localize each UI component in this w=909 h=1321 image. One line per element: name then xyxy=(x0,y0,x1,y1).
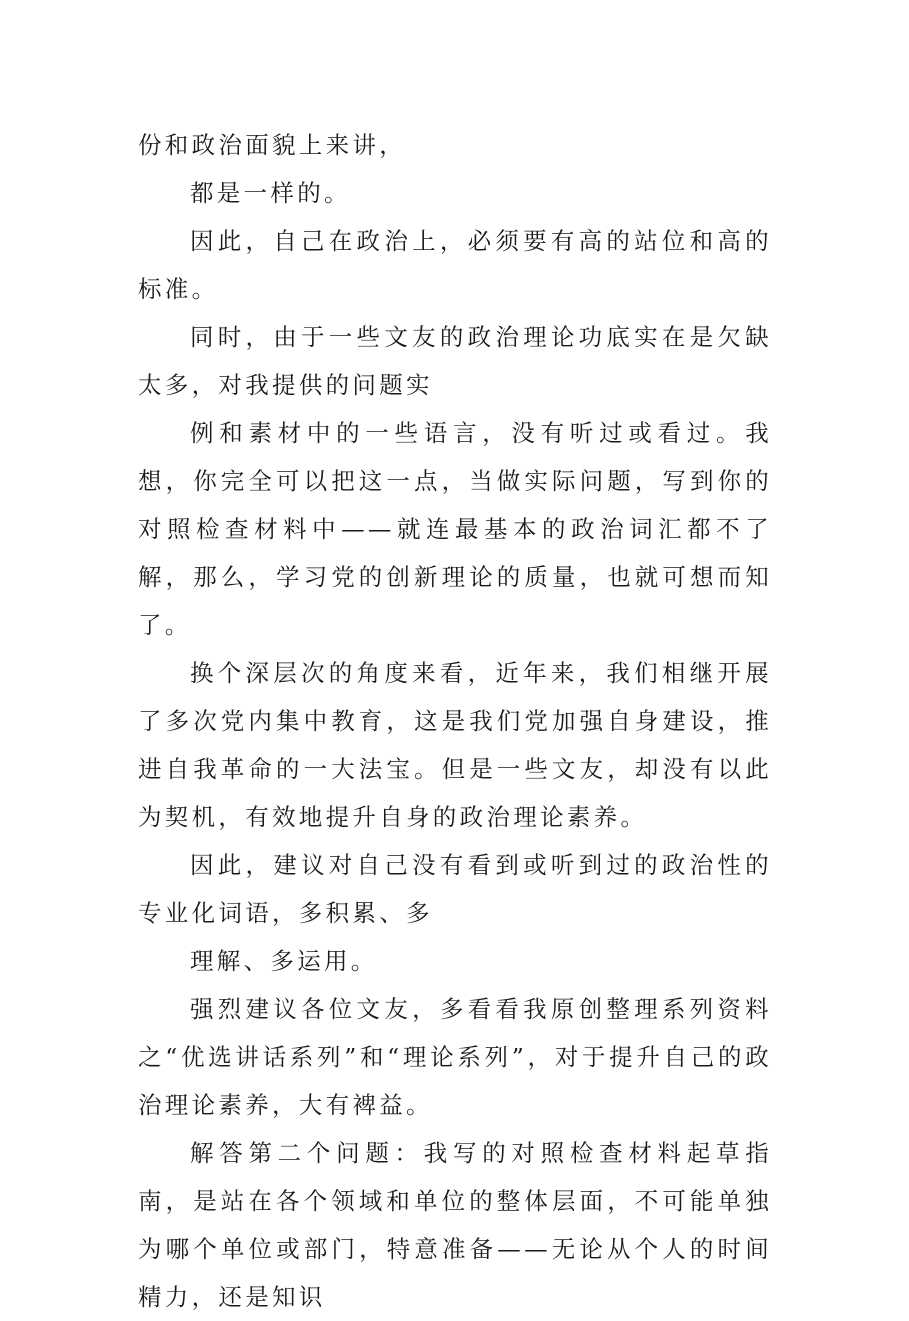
paragraph-10: 解答第二个问题：我写的对照检查材料起草指南，是站在各个领域和单位的整体层面，不可能单独为哪个单位或部门，特意准备——无论从个人的时间精力，还是知识 xyxy=(138,1139,772,1311)
paragraph-6: 换个深层次的角度来看，近年来，我们相继开展了多次党内集中教育，这是我们党加强自身建设，推进自我革命的一大法宝。但是一些文友，却没有以此为契机，有效地提升自身的政治理论素养。 xyxy=(138,659,772,831)
paragraph-9: 强烈建议各位文友，多看看我原创整理系列资料之“优选讲话系列”和“理论系列”，对于提升自己的政治理论素养，大有裨益。 xyxy=(138,995,772,1119)
paragraph-3: 因此，自己在政治上，必须要有高的站位和高的标准。 xyxy=(138,227,772,303)
paragraph-8: 理解、多运用。 xyxy=(190,947,378,975)
document-page xyxy=(138,121,772,1321)
paragraph-7: 因此，建议对自己没有看到或听到过的政治性的专业化词语，多积累、多 xyxy=(138,851,772,927)
paragraph-1: 份和政治面貌上来讲， xyxy=(138,131,406,159)
paragraph-2: 都是一样的。 xyxy=(190,179,351,207)
paragraph-5: 例和素材中的一些语言，没有听过或看过。我想，你完全可以把这一点，当做实际问题，写到你的对照检查材料中——就连最基本的政治词汇都不了解，那么，学习党的创新理论的质量，也就可想而知了。 xyxy=(138,419,772,639)
paragraph-4: 同时，由于一些文友的政治理论功底实在是欠缺太多，对我提供的问题实 xyxy=(138,323,772,399)
